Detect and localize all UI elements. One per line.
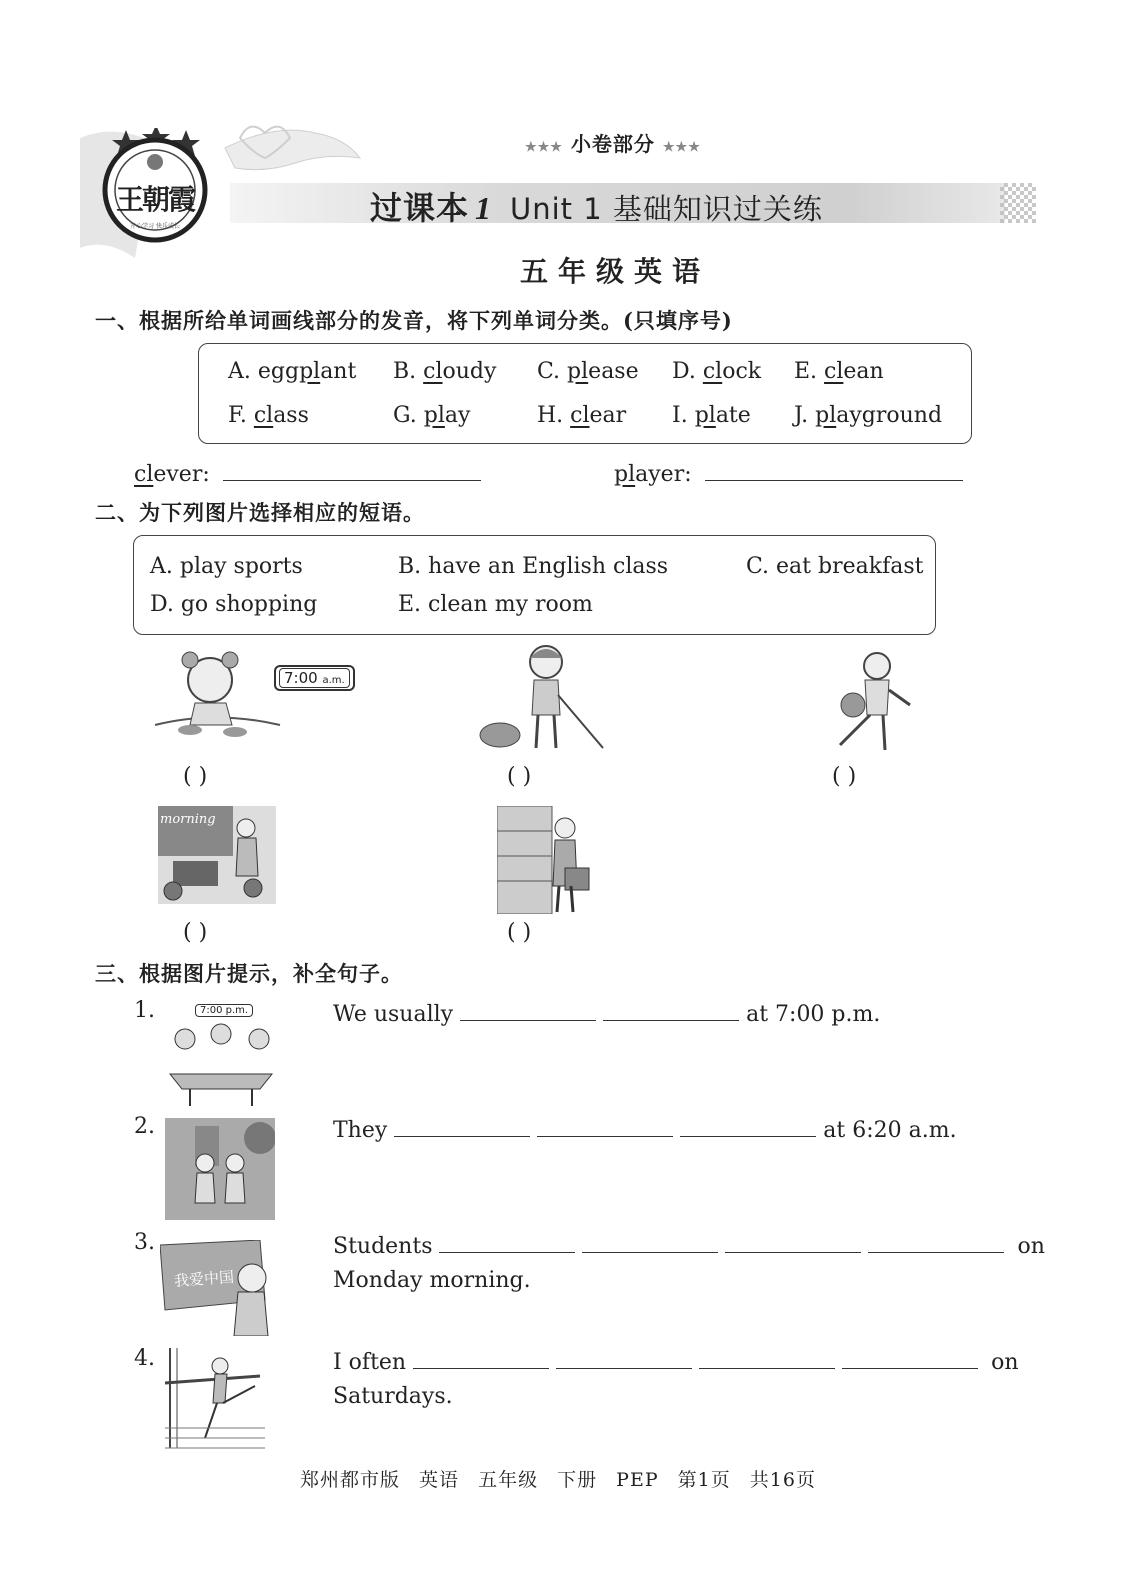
word-option-rest: ock — [722, 359, 762, 384]
word-option-underlined: pl — [423, 403, 445, 428]
clock-display — [274, 665, 355, 691]
sentence-suffix: on — [991, 1350, 1019, 1375]
word-option-underlined: cl — [702, 359, 723, 384]
word-option-rest: ayground — [836, 403, 943, 428]
word-option-prefix: C. — [537, 359, 568, 384]
word-option-underlined: pl — [567, 359, 589, 384]
answer-paren[interactable]: ( ) — [183, 764, 208, 789]
title-part2: Unit 1 基础知识过关练 — [510, 192, 823, 226]
picture-play-sports — [825, 650, 915, 759]
word-option-prefix: H. — [537, 403, 571, 428]
word-option-prefix: D. — [672, 359, 703, 384]
category-clever-rest: ever: — [153, 462, 210, 487]
sentence-3-line2: Monday morning. — [333, 1268, 531, 1293]
word-option-rest: ant — [320, 359, 357, 384]
answer-paren[interactable]: ( ) — [832, 764, 857, 789]
word-option-rest: oudy — [442, 359, 497, 384]
star-icon: ★★★ — [525, 140, 563, 155]
sentence-4-line2: Saturdays. — [333, 1384, 453, 1409]
answer-blank[interactable] — [413, 1346, 549, 1369]
word-option-rest: ear — [589, 403, 627, 428]
word-option-prefix: B. — [393, 359, 424, 384]
page-footer: 郑州都市版 英语 五年级 下册 PEP 第1页 共16页 — [300, 1469, 816, 1491]
answer-blank[interactable] — [842, 1346, 978, 1369]
title-part1: 过课本 — [370, 189, 470, 227]
category-player — [614, 458, 963, 487]
word-option-prefix: I. — [672, 403, 695, 428]
logo — [100, 128, 210, 247]
picture-clean-room — [478, 640, 618, 759]
sentence-prefix: Students — [333, 1234, 433, 1259]
picture-family-dinner — [165, 1004, 277, 1112]
clock-time: 7:00 — [284, 669, 318, 687]
word-option-prefix: F. — [228, 403, 254, 428]
phrase-option: C. eat breakfast — [746, 554, 924, 579]
answer-blank[interactable] — [725, 1230, 861, 1253]
sentence-4 — [333, 1346, 1019, 1375]
word-option-underlined: cl — [824, 359, 844, 384]
board-text: morning — [160, 812, 216, 827]
picture-chinese-class — [160, 1240, 272, 1340]
clock-display: 7:00 p.m. — [195, 1004, 253, 1017]
grade-title: 五年级英语 — [520, 255, 711, 288]
word-option — [537, 359, 639, 384]
sentence-prefix: They — [333, 1118, 388, 1143]
picture-dance-class — [165, 1348, 265, 1454]
category-clever-underlined: cl — [134, 462, 154, 487]
answer-blank[interactable] — [537, 1114, 673, 1137]
section2-heading: 二、为下列图片选择相应的短语。 — [95, 500, 425, 525]
answer-blank[interactable] — [868, 1230, 1004, 1253]
word-option — [537, 403, 626, 428]
category-clever — [134, 458, 481, 487]
picture-eat-breakfast — [150, 645, 360, 759]
section1-heading: 一、根据所给单词画线部分的发音，将下列单词分类。(只填序号) — [95, 308, 733, 333]
word-option — [228, 359, 356, 384]
section2-phrase-box — [133, 535, 936, 635]
sentence-3 — [333, 1230, 1045, 1259]
answer-blank[interactable] — [582, 1230, 718, 1253]
subheader-text: 小卷部分 — [570, 132, 655, 156]
sentence-suffix: at 7:00 p.m. — [746, 1002, 881, 1027]
answer-blank-clever[interactable] — [223, 458, 481, 481]
page-title — [370, 183, 823, 229]
sentence-2 — [333, 1114, 957, 1143]
word-option-prefix: A. egg — [228, 359, 300, 384]
word-option — [672, 359, 761, 384]
answer-blank-player[interactable] — [705, 458, 963, 481]
word-option — [228, 403, 309, 428]
star-icon: ★★★ — [662, 140, 701, 155]
item-number: 1. — [134, 998, 155, 1023]
board-text: 我爱中国 — [173, 1267, 235, 1291]
checker-decoration — [1000, 183, 1036, 223]
word-option-underlined: pl — [694, 403, 716, 428]
section3-heading: 三、根据图片提示，补全句子。 — [95, 961, 403, 986]
word-option-prefix: E. — [794, 359, 825, 384]
item-number: 2. — [134, 1114, 155, 1139]
word-option — [794, 403, 942, 428]
answer-blank[interactable] — [394, 1114, 530, 1137]
answer-paren[interactable]: ( ) — [507, 920, 532, 945]
picture-go-to-school — [165, 1118, 275, 1224]
answer-paren[interactable]: ( ) — [507, 764, 532, 789]
category-player-rest: ayer: — [635, 462, 692, 487]
sentence-suffix: on — [1017, 1234, 1045, 1259]
word-option — [672, 403, 751, 428]
item-number: 4. — [134, 1346, 155, 1371]
picture-go-shopping — [497, 806, 592, 918]
picture-english-class — [158, 806, 276, 908]
sentence-prefix: We usually — [333, 1002, 454, 1027]
sentence-prefix: I often — [333, 1350, 407, 1375]
answer-blank[interactable] — [439, 1230, 575, 1253]
word-option — [393, 403, 470, 428]
answer-paren[interactable]: ( ) — [183, 920, 208, 945]
word-option-rest: ease — [588, 359, 639, 384]
phrase-option: D. go shopping — [150, 592, 318, 617]
word-option-underlined: pl — [299, 359, 321, 384]
title-number: 1 — [475, 190, 493, 226]
word-option-rest: ean — [843, 359, 884, 384]
sentence-suffix: at 6:20 a.m. — [823, 1118, 957, 1143]
clock-suffix: a.m. — [322, 675, 345, 686]
logo-tagline: 开心学习 快乐成长 — [130, 223, 180, 230]
answer-blank[interactable] — [603, 998, 739, 1021]
answer-blank[interactable] — [460, 998, 596, 1021]
word-option-underlined: cl — [423, 359, 443, 384]
word-option-prefix: G. — [393, 403, 424, 428]
phrase-option: E. clean my room — [398, 592, 593, 617]
word-option — [794, 359, 884, 384]
item-number: 3. — [134, 1230, 155, 1255]
phrase-option: A. play sports — [150, 554, 303, 579]
word-option-rest: ate — [715, 403, 751, 428]
word-option-prefix: J. — [794, 403, 816, 428]
answer-blank[interactable] — [680, 1114, 816, 1137]
word-option — [393, 359, 496, 384]
phrase-option: B. have an English class — [398, 554, 669, 579]
subheader — [525, 128, 701, 157]
word-option-underlined: cl — [253, 403, 274, 428]
answer-blank[interactable] — [699, 1346, 835, 1369]
word-option-rest: ass — [273, 403, 309, 428]
category-player-underlined: pl — [614, 462, 636, 487]
answer-blank[interactable] — [556, 1346, 692, 1369]
logo-text: 王朝霞 — [115, 183, 194, 216]
word-option-rest: ay — [444, 403, 471, 428]
word-option-underlined: cl — [570, 403, 590, 428]
word-option-underlined: pl — [815, 403, 837, 428]
sentence-1 — [333, 998, 880, 1027]
